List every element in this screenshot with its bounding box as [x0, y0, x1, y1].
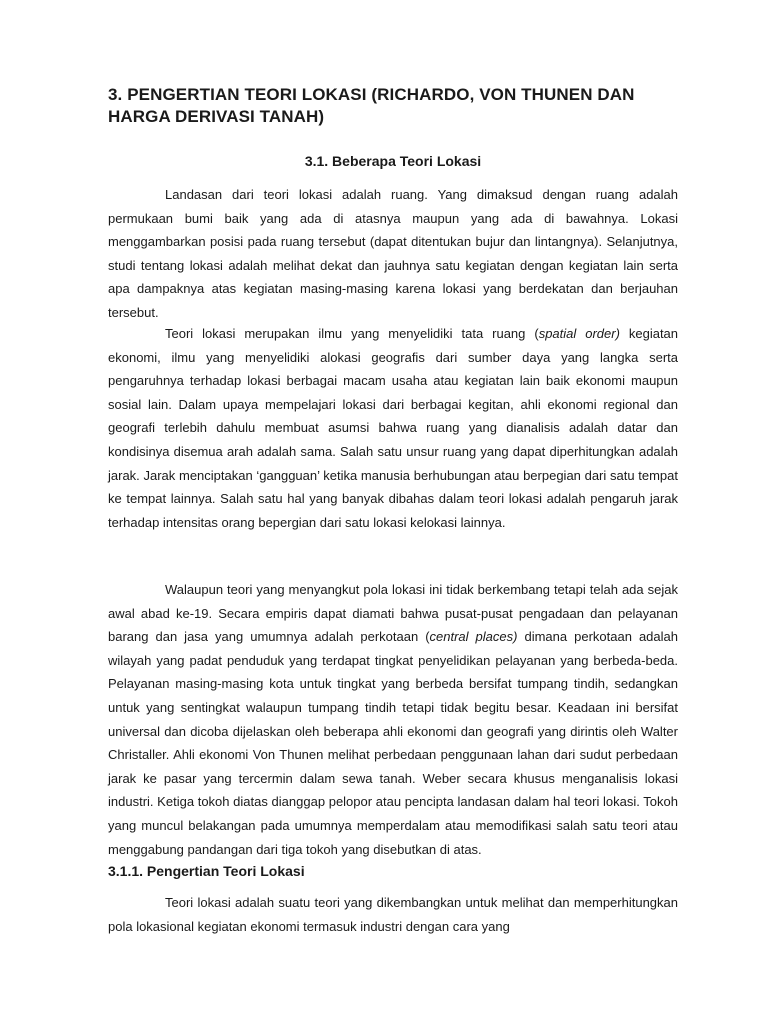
- paragraph-3-text-a: Walaupun teori yang menyangkut pola lokasi ini tidak berkembang tetapi telah ada sejak awal abad ke-19. Secara empiris dapat diamati bahwa pusat-pusat pengadaan dan pelayanan barang dan jasa yang umumnya adalah perkotaan (: [108, 582, 678, 645]
- paragraph-2-text-a: Teori lokasi merupakan ilmu yang menyelidiki tata ruang (: [165, 326, 539, 341]
- paragraph-2-text-b: kegiatan ekonomi, ilmu yang menyelidiki alokasi geografis dari sumber daya yang langka serta pengaruhnya terhadap lokasi berbagai macam usaha atau kegiatan lain baik ekonomi maupun sosial lain. Dalam upaya mempelajari lokasi dari berbagai kegitan, ahli ekonomi regional dan geografi terlebih dahulu membuat asumsi bahwa ruang yang dianalisis adalah datar dan kondisinya disemua arah adalah sama. Salah satu unsur ruang yang dapat diperhitungkan adalah jarak. Jarak menciptakan ‘gangguan’ ketika manusia berhubungan atau berpegian dari satu tempat ke tempat lainnya. Salah satu hal yang banyak dibahas dalam teori lokasi adalah pengaruh jarak terhadap intensitas orang bepergian dari satu lokasi kelokasi lainnya.: [108, 326, 679, 530]
- paragraph-2: [108, 322, 678, 534]
- subsection-heading: 3.1.1. Pengertian Teori Lokasi: [108, 863, 305, 879]
- paragraph-3-italic-term: central places): [429, 629, 518, 645]
- paragraph-3: [108, 578, 678, 861]
- chapter-heading: 3. PENGERTIAN TEORI LOKASI (RICHARDO, VON THUNEN DAN HARGA DERIVASI TANAH): [108, 85, 635, 126]
- section-heading: 3.1. Beberapa Teori Lokasi: [304, 153, 482, 169]
- paragraph-3-text-b: dimana perkotaan adalah wilayah yang padat penduduk yang terdapat tingkat penyelidikan pelayanan yang berbeda-beda. Pelayanan masing-masing kota untuk tingkat yang berbeda bersifat tumpang tindih, sedangkan untuk yang sentingkat walaupun tumpang tindih tetapi tidak begitu besar. Keadaan ini bersifat universal dan dicoba dijelaskan oleh beberapa ahli ekonomi dan geografi yang dirintis oleh Walter Christaller. Ahli ekonomi Von Thunen melihat perbedaan penggunaan lahan dari sudut perbedaan jarak ke pasar yang tercermin dalam sewa tanah. Weber secara khusus menganalisis lokasi industri. Ketiga tokoh diatas dianggap pelopor atau pencipta landasan dalam hal teori lokasi. Tokoh yang muncul belakangan pada umumnya memperdalam atau memodifikasi salah satu teori atau menggabung pandangan dari tiga tokoh yang disebutkan di atas.: [108, 629, 678, 857]
- paragraph-1: Landasan dari teori lokasi adalah ruang. Yang dimaksud dengan ruang adalah permukaan bumi baik yang ada di atasnya maupun yang ada di bawahnya. Lokasi menggambarkan posisi pada ruang tersebut (dapat ditentukan bujur dan lintangnya). Selanjutnya, studi tentang lokasi adalah melihat dekat dan jauhnya satu kegiatan dengan kegiatan lain serta apa dampaknya atas kegiatan masing-masing karena lokasi yang berdekatan dan berjauhan tersebut.: [108, 187, 678, 320]
- paragraph-2-italic-term: spatial order): [538, 326, 620, 341]
- paragraph-4: Teori lokasi adalah suatu teori yang dikembangkan untuk melihat dan memperhitungkan pola lokasional kegiatan ekonomi termasuk industri dengan cara yang: [108, 895, 678, 934]
